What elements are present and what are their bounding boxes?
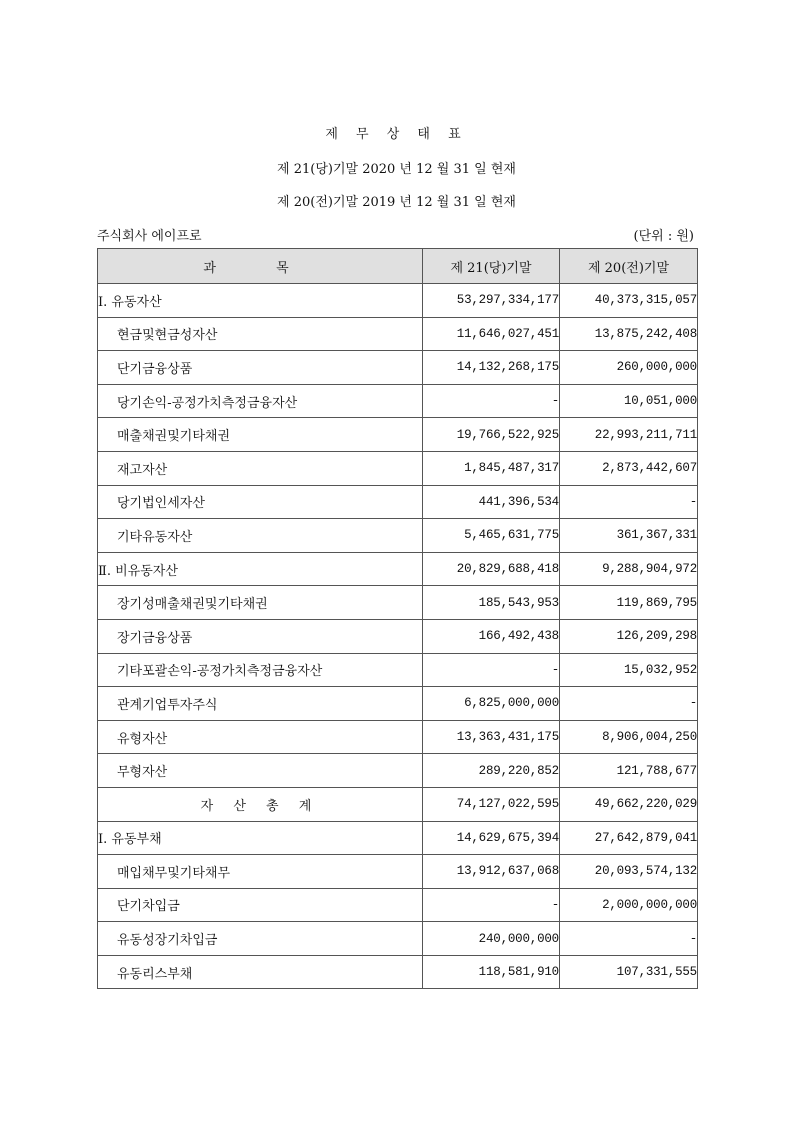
prior-value: - [560,687,698,721]
current-value: - [423,384,560,418]
table-row [98,552,698,586]
table-row [98,284,698,318]
table-row [98,888,698,922]
table-row [98,855,698,889]
table-row [98,955,698,989]
row-label: 장기성매출채권및기타채권 [98,586,423,620]
current-value: 20,829,688,418 [423,552,560,586]
prior-value: - [560,922,698,956]
table-row [98,418,698,452]
table-row [98,754,698,788]
table-row [98,720,698,754]
row-label: 현금및현금성자산 [98,317,423,351]
prior-value: 20,093,574,132 [560,855,698,889]
row-label: 단기차입금 [98,888,423,922]
row-label: 자 산 총 계 [98,787,423,821]
prior-value: 126,209,298 [560,619,698,653]
table-row [98,922,698,956]
table-row [98,384,698,418]
prior-value: 13,875,242,408 [560,317,698,351]
column-header-subject: 과 목 [98,249,423,284]
row-label: Ⅱ. 비유동자산 [98,552,423,586]
prior-value: 22,993,211,711 [560,418,698,452]
prior-value: 9,288,904,972 [560,552,698,586]
table-row [98,687,698,721]
prior-value: 15,032,952 [560,653,698,687]
row-label: 유동리스부채 [98,955,423,989]
table-row [98,653,698,687]
current-value: - [423,888,560,922]
current-value: 441,396,534 [423,485,560,519]
row-label: 기타유동자산 [98,519,423,553]
meta-row [97,225,697,243]
current-value: 118,581,910 [423,955,560,989]
current-value: 74,127,022,595 [423,787,560,821]
prior-value: 10,051,000 [560,384,698,418]
balance-sheet-table [97,248,698,989]
company-name: 주식회사 에이프로 [97,229,202,244]
table-row [98,519,698,553]
prior-period-line: 제 20(전)기말 2019 년 12 월 31 일 현재 [277,195,516,210]
prior-value: 2,873,442,607 [560,451,698,485]
current-value: 240,000,000 [423,922,560,956]
row-label: Ⅰ. 유동부채 [98,821,423,855]
row-label: 매입채무및기타채무 [98,855,423,889]
current-value: 53,297,334,177 [423,284,560,318]
current-value: 11,646,027,451 [423,317,560,351]
prior-value: 260,000,000 [560,351,698,385]
current-value: 1,845,487,317 [423,451,560,485]
row-label: Ⅰ. 유동자산 [98,284,423,318]
current-value: 19,766,522,925 [423,418,560,452]
prior-value: 107,331,555 [560,955,698,989]
total-assets-row [98,787,698,821]
current-value: 289,220,852 [423,754,560,788]
table-row [98,619,698,653]
current-value: 6,825,000,000 [423,687,560,721]
row-label: 장기금융상품 [98,619,423,653]
column-header-prior: 제 20(전)기말 [560,249,698,284]
current-period-line: 제 21(당)기말 2020 년 12 월 31 일 현재 [277,162,516,177]
current-value: 185,543,953 [423,586,560,620]
prior-value: 40,373,315,057 [560,284,698,318]
current-value: 14,132,268,175 [423,351,560,385]
prior-value: 49,662,220,029 [560,787,698,821]
prior-value: 121,788,677 [560,754,698,788]
unit-label: (단위 : 원) [633,229,694,244]
table-row [98,586,698,620]
row-label: 유형자산 [98,720,423,754]
row-label: 관계기업투자주식 [98,687,423,721]
prior-value: - [560,485,698,519]
row-label: 재고자산 [98,451,423,485]
table-row [98,351,698,385]
prior-value: 361,367,331 [560,519,698,553]
row-label: 매출채권및기타채권 [98,418,423,452]
prior-value: 119,869,795 [560,586,698,620]
prior-value: 8,906,004,250 [560,720,698,754]
current-value: 13,912,637,068 [423,855,560,889]
row-label: 당기손익-공정가치측정금융자산 [98,384,423,418]
current-value: 13,363,431,175 [423,720,560,754]
current-value: 166,492,438 [423,619,560,653]
current-value: 14,629,675,394 [423,821,560,855]
prior-value: 2,000,000,000 [560,888,698,922]
row-label: 유동성장기차입금 [98,922,423,956]
table-row [98,821,698,855]
prior-value: 27,642,879,041 [560,821,698,855]
row-label: 당기법인세자산 [98,485,423,519]
row-label: 무형자산 [98,754,423,788]
table-row [98,451,698,485]
row-label: 기타포괄손익-공정가치측정금융자산 [98,653,423,687]
column-header-current: 제 21(당)기말 [423,249,560,284]
current-value: - [423,653,560,687]
table-header-row [98,249,698,284]
current-value: 5,465,631,775 [423,519,560,553]
table-row [98,485,698,519]
row-label: 단기금융상품 [98,351,423,385]
table-row [98,317,698,351]
statement-title: 제 무 상 태 표 [325,127,468,142]
